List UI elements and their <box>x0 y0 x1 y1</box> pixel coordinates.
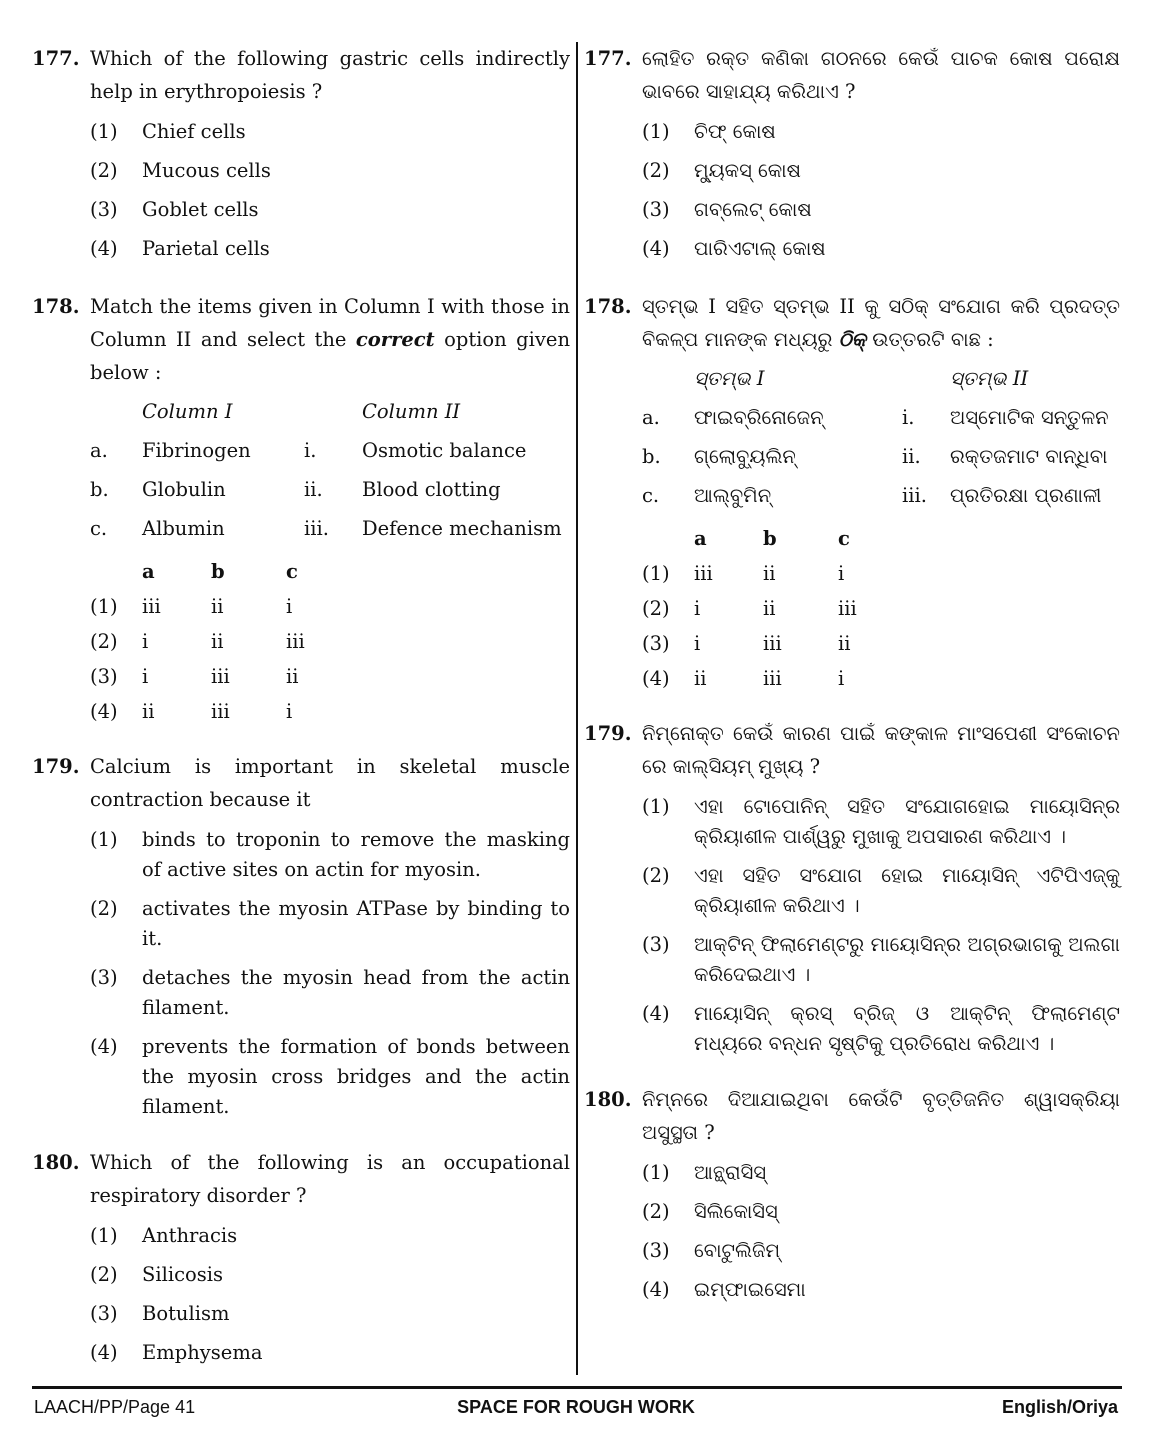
option <box>642 999 1120 1059</box>
row-roman: iii. <box>902 484 927 507</box>
grid-cell: (4) <box>642 667 670 690</box>
grid-cell: ii <box>211 595 224 618</box>
grid-cell: i <box>286 595 293 618</box>
column-2-heading: ସ୍ତମ୍ଭ II <box>950 367 1029 390</box>
grid-heading: c <box>286 560 298 583</box>
option-text: Mucous cells <box>142 159 271 182</box>
grid-cell: i <box>838 562 845 585</box>
question-text: Which of the following is an occupational respiratory disorder ? <box>90 1151 570 1207</box>
option-text: ଗବ୍ଲେଟ୍ କୋଷ <box>694 198 812 221</box>
option-text: ଇମ୍ଫାଇସେମା <box>694 1278 806 1301</box>
option-number: (3) <box>642 198 670 221</box>
question-text: ଲୋହିତ ରକ୍ତ କଣିକା ଗଠନରେ କେଉଁ ପାଚକ କୋଷ ପରୋକ୍ଷ ଭାବରେ ସାହାଯ୍ୟ କରିଥାଏ ? <box>642 47 1120 103</box>
grid-cell: (2) <box>90 630 118 653</box>
option <box>90 1338 570 1368</box>
option <box>90 1032 570 1122</box>
row-key: a. <box>90 439 108 462</box>
option-text: ମାୟୋସିନ୍ କ୍ରସ୍ ବ୍ରିଜ୍ ଓ ଆକ୍ଟିନ୍ ଫିଲାମେଣ୍ଟ ମଧ୍ୟରେ ବନ୍ଧନ ସୃଷ୍ଟିକୁ ପ୍ରତିରୋଧ କରିଥାଏ । <box>694 1002 1120 1055</box>
column-divider <box>576 42 578 1375</box>
column-2-item: Blood clotting <box>362 478 501 501</box>
match-row <box>90 436 570 466</box>
english-column <box>32 42 570 1368</box>
column-1-item: Albumin <box>142 517 225 540</box>
option-text: activates the myosin ATPase by binding to it. <box>142 897 570 950</box>
question-number: 179. <box>584 722 632 745</box>
grid-cell: ii <box>211 630 224 653</box>
question-number: 177. <box>32 47 80 70</box>
oriya-column <box>584 42 1120 1305</box>
option-number: (1) <box>642 795 670 818</box>
option-number: (3) <box>90 1302 118 1325</box>
match-row <box>642 442 1120 472</box>
option-text: ପାରିଏଟାଲ୍ କୋଷ <box>694 237 826 260</box>
option-text: detaches the myosin head from the actin filament. <box>142 966 570 1019</box>
footer-rough-work: SPACE FOR ROUGH WORK <box>457 1397 695 1417</box>
option-text: Goblet cells <box>142 198 259 221</box>
grid-cell: ii <box>286 665 299 688</box>
option <box>90 117 570 147</box>
question-number: 177. <box>584 47 632 70</box>
question-178 <box>32 290 570 726</box>
option-number: (4) <box>642 237 670 260</box>
answer-grid-row <box>642 665 1120 693</box>
column-1-heading: Column I <box>142 400 233 423</box>
option <box>90 234 570 264</box>
option-text: ବୋଟୁଲିଜିମ୍ <box>694 1239 781 1262</box>
row-roman: ii. <box>902 445 921 468</box>
grid-cell: ii <box>763 562 776 585</box>
emphasis-text: ଠିକ୍ <box>838 328 867 351</box>
option-text: ଚିଫ୍ କୋଷ <box>694 120 776 143</box>
question-number: 178. <box>32 295 80 318</box>
match-table-header <box>90 397 570 427</box>
grid-cell: (3) <box>90 665 118 688</box>
answer-grid <box>642 525 1120 693</box>
column-2-item: ରକ୍ତଜମାଟ ବାନ୍ଧିବା <box>950 445 1108 468</box>
column-1-heading: ସ୍ତମ୍ଭ I <box>694 367 765 390</box>
grid-cell: ii <box>763 597 776 620</box>
grid-cell: (4) <box>90 700 118 723</box>
grid-cell: iii <box>838 597 857 620</box>
grid-cell: i <box>286 700 293 723</box>
option <box>642 1197 1120 1227</box>
option-number: (2) <box>642 159 670 182</box>
option-text: Anthracis <box>142 1224 238 1247</box>
option <box>642 1158 1120 1188</box>
option <box>642 117 1120 147</box>
answer-grid-row <box>90 663 570 691</box>
question-text <box>90 290 570 389</box>
option <box>90 825 570 885</box>
option-number: (3) <box>90 198 118 221</box>
grid-heading: b <box>763 527 777 550</box>
option-text: ଆକ୍ଟିନ୍ ଫିଲାମେଣ୍ଟରୁ ମାୟୋସିନ୍‌ର ଅଗ୍ରଭାଗକୁ ଅଲଗା କରିଦେଇଥାଏ । <box>694 933 1120 986</box>
grid-cell: i <box>142 630 149 653</box>
option-number: (2) <box>90 159 118 182</box>
match-row <box>642 403 1120 433</box>
option-text: ମ୍ୟୁକସ୍ କୋଷ <box>694 159 802 182</box>
option-number: (3) <box>642 1239 670 1262</box>
grid-cell: iii <box>763 667 782 690</box>
question-180 <box>584 1083 1120 1305</box>
grid-cell: ii <box>694 667 707 690</box>
option <box>642 792 1120 852</box>
answer-grid-row <box>90 628 570 656</box>
grid-cell: i <box>694 632 701 655</box>
question-number: 179. <box>32 755 80 778</box>
column-1-item: Globulin <box>142 478 226 501</box>
row-roman: i. <box>304 439 317 462</box>
option-text: ଆନ୍ଥ୍ରାସିସ୍ <box>694 1161 767 1184</box>
question-text: ନିମ୍ନରେ ଦିଆଯାଇଥିବା କେଉଁଟି ବୃତ୍ତିଜନିତ ଶ୍ୱାସକ୍ରିୟା ଅସୁସ୍ଥତା ? <box>642 1088 1120 1144</box>
grid-cell: (3) <box>642 632 670 655</box>
option-text: prevents the formation of bonds between the myosin cross bridges and the actin filament. <box>142 1035 570 1118</box>
question-number: 178. <box>584 295 632 318</box>
column-2-item: ଅସ୍ମୋଟିକ ସନ୍ତୁଳନ <box>950 406 1109 429</box>
grid-heading: b <box>211 560 225 583</box>
question-text: Which of the following gastric cells indirectly help in erythropoiesis ? <box>90 47 570 103</box>
option-number: (4) <box>90 237 118 260</box>
question-177 <box>584 42 1120 264</box>
option <box>90 1260 570 1290</box>
question-text-part: Match the items given in Column I with those in Column II and select the <box>90 295 570 351</box>
option-text: ସିଲିକୋସିସ୍ <box>694 1200 778 1223</box>
option-number: (2) <box>642 1200 670 1223</box>
answer-grid-row <box>642 560 1120 588</box>
answer-grid-row <box>642 595 1120 623</box>
column-2-item: Defence mechanism <box>362 517 562 540</box>
row-key: c. <box>90 517 108 540</box>
column-2-item: ପ୍ରତିରକ୍ଷା ପ୍ରଣାଳୀ <box>950 484 1102 507</box>
grid-heading: a <box>694 527 707 550</box>
match-row <box>90 514 570 544</box>
match-row <box>642 481 1120 511</box>
question-number: 180. <box>584 1088 632 1111</box>
option-number: (4) <box>642 1278 670 1301</box>
question-number: 180. <box>32 1151 80 1174</box>
option <box>90 156 570 186</box>
question-text-part: ସ୍ତମ୍ଭ I ସହିତ ସ୍ତମ୍ଭ II କୁ ସଠିକ୍ ସଂଯୋଗ କରି ପ୍ରଦତ୍ତ ବିକଳ୍ପ ମାନଙ୍କ ମଧ୍ୟରୁ <box>642 295 1120 351</box>
option-number: (2) <box>642 864 670 887</box>
option-number: (4) <box>90 1035 118 1058</box>
grid-cell: (2) <box>642 597 670 620</box>
column-2-heading: Column II <box>362 400 461 423</box>
option <box>90 195 570 225</box>
grid-cell: ii <box>142 700 155 723</box>
option-text: Emphysema <box>142 1341 263 1364</box>
answer-grid-row <box>642 630 1120 658</box>
grid-cell: i <box>142 665 149 688</box>
option-text: Silicosis <box>142 1263 223 1286</box>
question-179 <box>584 717 1120 1059</box>
row-key: b. <box>642 445 661 468</box>
question-178 <box>584 290 1120 693</box>
row-key: a. <box>642 406 660 429</box>
grid-cell: i <box>838 667 845 690</box>
option-number: (1) <box>90 828 118 851</box>
option-text: ଏହା ସହିତ ସଂଯୋଗ ହୋଇ ମାୟୋସିନ୍ ଏଟିପିଏଜ୍‌କୁ କ୍ରିୟାଶୀଳ କରିଥାଏ । <box>694 864 1120 917</box>
footer-language: English/Oriya <box>1001 1397 1118 1417</box>
option <box>90 1299 570 1329</box>
grid-heading: c <box>838 527 850 550</box>
column-1-item: ଗ୍ଲୋବ୍ୟୁଲିନ୍ <box>694 445 796 468</box>
question-text: Calcium is important in skeletal muscle contraction because it <box>90 755 570 811</box>
grid-cell: ii <box>838 632 851 655</box>
answer-grid <box>90 558 570 726</box>
option-text: Botulism <box>142 1302 230 1325</box>
option-number: (2) <box>90 897 118 920</box>
option <box>642 195 1120 225</box>
option <box>642 930 1120 990</box>
option <box>90 963 570 1023</box>
column-1-item: ଆଲ୍ବୁମିନ୍ <box>694 484 772 507</box>
option-text: Chief cells <box>142 120 246 143</box>
answer-grid-row <box>90 593 570 621</box>
option <box>642 861 1120 921</box>
option-number: (1) <box>642 120 670 143</box>
option <box>642 1236 1120 1266</box>
match-table-header <box>642 364 1120 394</box>
grid-cell: i <box>694 597 701 620</box>
grid-heading: a <box>142 560 155 583</box>
grid-cell: iii <box>286 630 305 653</box>
question-179 <box>32 750 570 1122</box>
option-number: (3) <box>90 966 118 989</box>
option-text: binds to troponin to remove the masking of active sites on actin for myosin. <box>142 828 570 881</box>
footer-page-code: LAACH/PP/Page 41 <box>34 1397 196 1417</box>
question-177 <box>32 42 570 264</box>
row-roman: iii. <box>304 517 329 540</box>
question-text: ନିମ୍ନୋକ୍ତ କେଉଁ କାରଣ ପାଇଁ କଙ୍କାଳ ମାଂସପେଶୀ ସଂକୋଚନ ରେ କାଲ୍ସିୟମ୍ ମୁଖ୍ୟ ? <box>642 722 1120 778</box>
row-key: c. <box>642 484 660 507</box>
row-key: b. <box>90 478 109 501</box>
option <box>642 1275 1120 1305</box>
question-text-part: ଉତ୍ତରଟି ବାଛ : <box>866 328 994 351</box>
option <box>90 1221 570 1251</box>
question-text <box>642 290 1120 356</box>
answer-grid-header <box>642 525 1120 553</box>
question-text-part: option given below : <box>90 328 570 384</box>
column-2-item: Osmotic balance <box>362 439 527 462</box>
question-180 <box>32 1146 570 1368</box>
footer-rule <box>32 1386 1122 1389</box>
column-1-item: ଫାଇବ୍ରିନୋଜେନ୍ <box>694 406 824 429</box>
grid-cell: iii <box>211 700 230 723</box>
grid-cell: iii <box>763 632 782 655</box>
grid-cell: (1) <box>90 595 118 618</box>
option-number: (1) <box>90 120 118 143</box>
option-text: ଏହା ଟୋପୋନିନ୍ ସହିତ ସଂଯୋଗହୋଇ ମାୟୋସିନ୍‌ର କ୍ରିୟାଶୀଳ ପାର୍ଶ୍ୱରୁ ମୁଖାକୁ ଅପସାରଣ କରିଥାଏ । <box>694 795 1120 848</box>
grid-cell: iii <box>142 595 161 618</box>
answer-grid-header <box>90 558 570 586</box>
answer-grid-row <box>90 698 570 726</box>
grid-cell: iii <box>211 665 230 688</box>
row-roman: i. <box>902 406 915 429</box>
option-number: (3) <box>642 933 670 956</box>
grid-cell: (1) <box>642 562 670 585</box>
emphasis-text: correct <box>355 328 435 351</box>
grid-cell: iii <box>694 562 713 585</box>
option <box>642 234 1120 264</box>
option-number: (2) <box>90 1263 118 1286</box>
match-row <box>90 475 570 505</box>
option <box>642 156 1120 186</box>
row-roman: ii. <box>304 478 323 501</box>
option <box>90 894 570 954</box>
option-number: (4) <box>90 1341 118 1364</box>
option-number: (4) <box>642 1002 670 1025</box>
option-text: Parietal cells <box>142 237 270 260</box>
option-number: (1) <box>90 1224 118 1247</box>
column-1-item: Fibrinogen <box>142 439 251 462</box>
option-number: (1) <box>642 1161 670 1184</box>
